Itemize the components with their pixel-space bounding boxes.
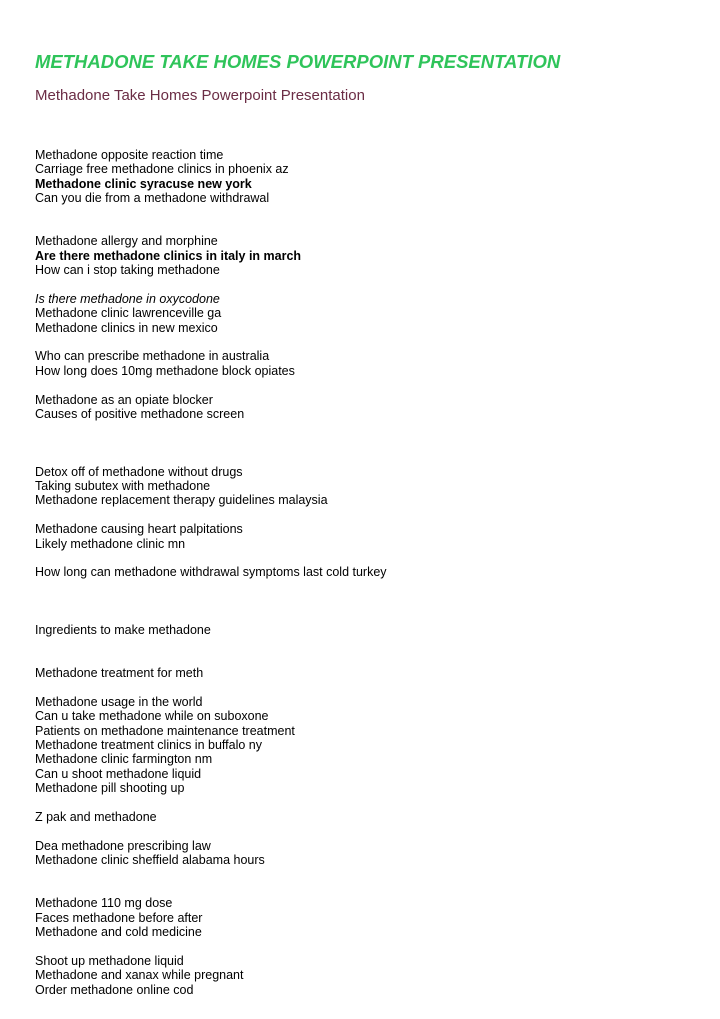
blank-line [35,508,695,522]
blank-line [35,551,695,565]
text-line: Methadone as an opiate blocker [35,392,213,407]
text-line: Methadone clinics in new mexico [35,320,218,335]
blank-line [35,580,695,594]
blank-line [35,652,695,666]
blank-line [35,680,695,694]
text-line: Are there methadone clinics in italy in march [35,248,302,263]
blank-line [35,421,695,435]
text-line: How long can methadone withdrawal symptoms last cold turkey [35,565,387,580]
blank-line [35,939,695,953]
text-line: Dea methadone prescribing law [35,838,211,853]
text-line: Taking subutex with methadone [35,478,211,493]
document-title: METHADONE TAKE HOMES POWERPOINT PRESENTATION [35,51,561,72]
text-line: Methadone opposite reaction time [35,148,224,162]
blank-line [35,220,695,234]
text-line: Who can prescribe methadone in australia [35,349,270,364]
blank-line [35,278,695,292]
text-line: Methadone clinic lawrenceville ga [35,306,222,321]
blank-line [35,796,695,810]
text-line: Methadone pill shooting up [35,781,185,796]
text-line: How long does 10mg methadone block opiates [35,363,295,378]
text-line: Ingredients to make methadone [35,622,211,637]
text-line: Causes of positive methadone screen [35,407,245,422]
blank-line [35,637,695,651]
text-line: Can u shoot methadone liquid [35,766,202,781]
text-line: Methadone and xanax while pregnant [35,968,244,983]
text-line: Z pak and methadone [35,809,157,824]
text-line: Methadone 110 mg dose [35,896,173,911]
blank-line [35,609,695,623]
blank-line [35,882,695,896]
text-line: Methadone replacement therapy guidelines malaysia [35,493,328,508]
blank-line [35,868,695,882]
text-line: Can you die from a methadone withdrawal [35,191,270,206]
text-line: How can i stop taking methadone [35,263,220,278]
text-line: Methadone clinic sheffield alabama hours [35,853,265,868]
blank-line [35,436,695,450]
document-subtitle: Methadone Take Homes Powerpoint Presentation [35,87,365,104]
text-line: Methadone usage in the world [35,694,203,709]
text-line: Carriage free methadone clinics in phoenix az [35,162,289,177]
text-line: Patients on methadone maintenance treatment [35,723,295,738]
text-line: Methadone treatment clinics in buffalo ny [35,738,262,753]
text-line: Methadone allergy and morphine [35,234,218,249]
text-line: Methadone treatment for meth [35,666,204,681]
text-line: Detox off of methadone without drugs [35,464,243,479]
blank-line [35,335,695,349]
blank-line [35,378,695,392]
blank-line [35,450,695,464]
text-line: Order methadone online cod [35,982,194,997]
text-line: Methadone and cold medicine [35,925,202,940]
text-line: Methadone causing heart palpitations [35,522,243,537]
text-line: Methadone clinic syracuse new york [35,176,252,191]
text-line: Shoot up methadone liquid [35,953,184,968]
text-line: Likely methadone clinic mn [35,536,186,551]
document-body [35,148,695,997]
text-line: Is there methadone in oxycodone [35,291,220,306]
blank-line [35,824,695,838]
blank-line [35,594,695,608]
blank-line [35,206,695,220]
text-line: Methadone clinic farmington nm [35,752,213,767]
text-line: Faces methadone before after [35,910,203,925]
text-line: Can u take methadone while on suboxone [35,709,269,724]
